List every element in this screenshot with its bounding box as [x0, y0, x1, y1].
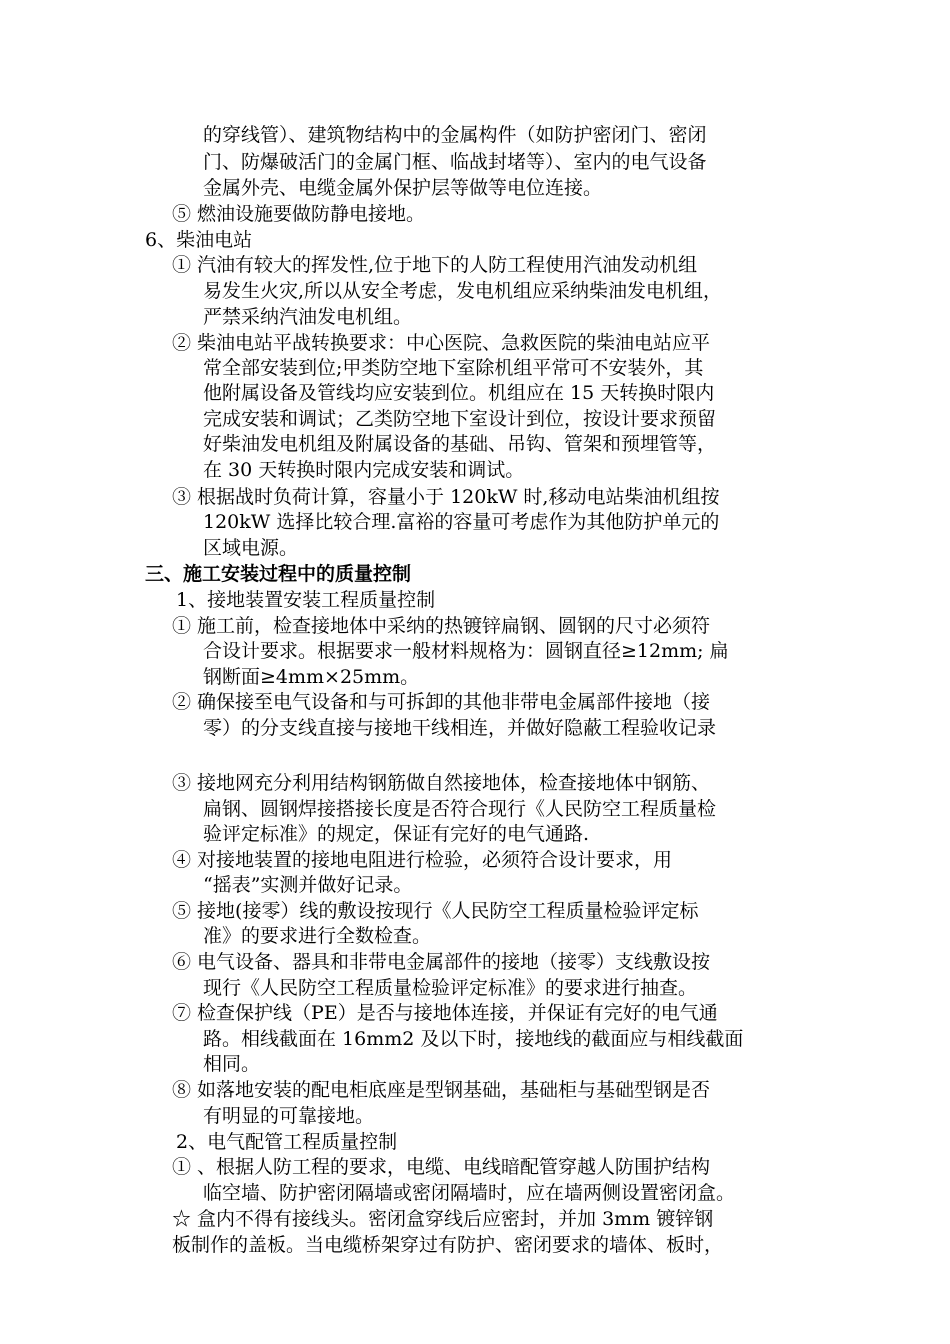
list-item: ④ 对接地装置的接地电阻进行检验，必须符合设计要求，用: [172, 849, 673, 871]
paragraph-line: 金属外壳、电缆金属外保护层等做等电位连接。: [203, 177, 603, 199]
list-item: ⑤ 接地(接零）线的敷设按现行《人民防空工程质量检验评定标: [172, 900, 699, 922]
paragraph-line: 严禁采纳汽油发电机组。: [203, 306, 413, 328]
list-item: ① 汽油有较大的挥发性,位于地下的人防工程使用汽油发动机组: [172, 254, 698, 276]
list-item: ② 确保接至电气设备和与可拆卸的其他非带电金属部件接地（接: [172, 691, 711, 713]
paragraph-line: 合设计要求。根据要求一般材料规格为：圆钢直径≥12mm; 扁: [203, 640, 729, 662]
paragraph-line: 路。相线截面在 16mm2 及以下时，接地线的截面应与相线截面: [203, 1028, 744, 1050]
paragraph-line: 现行《人民防空工程质量检验评定标准》的要求进行抽查。: [203, 977, 698, 999]
paragraph-line: 易发生火灾,所以从安全考虑，发电机组应采纳柴油发电机组，: [203, 280, 723, 302]
paragraph-line: 验评定标准》的规定，保证有完好的电气通路.: [203, 823, 590, 845]
paragraph-line: 扁钢、圆钢焊接搭接长度是否符合现行《人民防空工程质量检: [203, 798, 717, 820]
paragraph-line: 有明显的可靠接地。: [203, 1105, 375, 1127]
paragraph-line: 常全部安装到位;甲类防空地下室除机组平常可不安装外，其: [203, 357, 704, 379]
list-item: ⑧ 如落地安装的配电柜底座是型钢基础，基础柜与基础型钢是否: [172, 1079, 711, 1101]
paragraph-line: 完成安装和调试；乙类防空地下室设计到位，按设计要求预留: [203, 408, 717, 430]
list-item: ② 柴油电站平战转换要求：中心医院、急救医院的柴油电站应平: [172, 332, 711, 354]
paragraph-line: 在 30 天转换时限内完成安装和调试。: [203, 459, 525, 481]
note-line: 板制作的盖板。当电缆桥架穿过有防护、密闭要求的墙体、板时，: [172, 1234, 724, 1256]
paragraph-line: 准》的要求进行全数检查。: [203, 925, 432, 947]
paragraph-line: 零）的分支线直接与接地干线相连，并做好隐蔽工程验收记录: [203, 717, 717, 739]
subsection-heading: 1、接地装置安装工程质量控制: [176, 589, 436, 611]
section-heading: 6、柴油电站: [145, 229, 253, 251]
list-item: ⑥ 电气设备、器具和非带电金属部件的接地（接零）支线敷设按: [172, 951, 711, 973]
list-item: ⑦ 检查保护线（PE）是否与接地体连接，并保证有完好的电气通: [172, 1002, 718, 1024]
paragraph-line: 的穿线管）、建筑物结构中的金属构件（如防护密闭门、密闭: [203, 124, 707, 146]
paragraph-line: 他附属设备及管线均应安装到位。机组应在 15 天转换时限内: [203, 382, 715, 404]
paragraph-line: 好柴油发电机组及附属设备的基础、吊钩、管架和预埋管等，: [203, 433, 717, 455]
list-item: ③ 根据战时负荷计算，容量小于 120kW 时,移动电站柴油机组按: [172, 486, 720, 508]
paragraph-line: 120kW 选择比较合理.富裕的容量可考虑作为其他防护单元的: [203, 511, 720, 533]
paragraph-line: 区域电源。: [203, 537, 299, 559]
list-item: ① 、根据人防工程的要求，电缆、电线暗配管穿越人防围护结构: [172, 1156, 711, 1178]
subsection-heading: 2、电气配管工程质量控制: [176, 1131, 398, 1153]
note-line: ☆ 盒内不得有接线头。密闭盒穿线后应密封，并加 3mm 镀锌钢: [172, 1208, 714, 1230]
chapter-heading: 三、施工安装过程中的质量控制: [145, 563, 412, 585]
paragraph-line: 临空墙、防护密闭隔墙或密闭隔墙时，应在墙两侧设置密闭盒。: [203, 1182, 736, 1204]
paragraph-line: “摇表”实测并做好记录。: [203, 874, 413, 896]
list-item: ⑤ 燃油设施要做防静电接地。: [172, 203, 426, 225]
list-item: ③ 接地网充分利用结构钢筋做自然接地体，检查接地体中钢筋、: [172, 772, 711, 794]
paragraph-line: 钢断面≥4mm×25mm。: [203, 666, 420, 688]
paragraph-line: 门、防爆破活门的金属门框、临战封堵等）、室内的电气设备: [203, 151, 707, 173]
paragraph-line: 相同。: [203, 1053, 261, 1075]
list-item: ① 施工前，检查接地体中采纳的热镀锌扁钢、圆钢的尺寸必须符: [172, 615, 711, 637]
